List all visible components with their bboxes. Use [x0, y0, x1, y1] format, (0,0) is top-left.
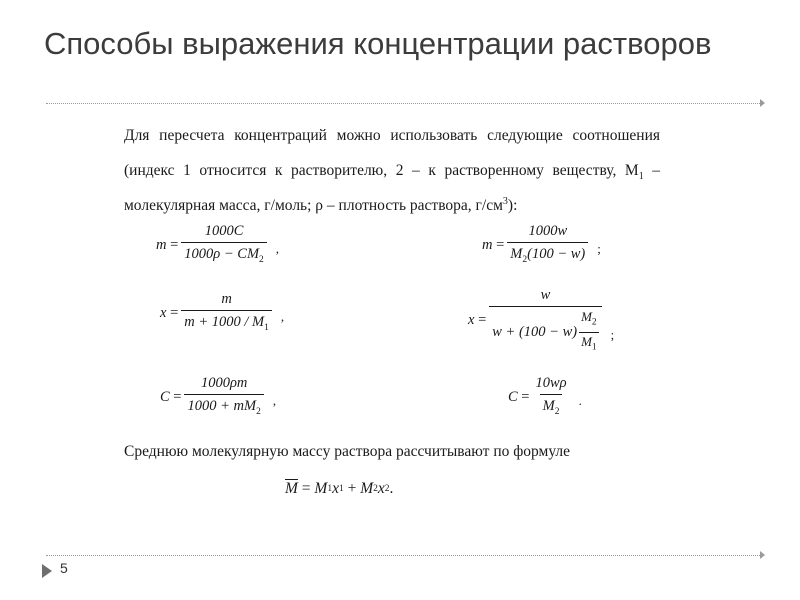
- page-number: 5: [60, 560, 68, 576]
- formula-x-from-w: x = w w + (100 − w) $\frac{M_2}{M_1}$ ;: [468, 286, 614, 355]
- formula-m-from-w: m = $\frac{1000w}{M_2(100 - w)}$ ;: [482, 222, 601, 269]
- formula-c-from-w: C = $\frac{10w\rho}{M_2}$ .: [508, 374, 582, 421]
- title-divider: [46, 103, 762, 104]
- footer-divider: [46, 555, 762, 556]
- formula-x-from-m: x = $\frac{m}{m + 1000 / M_1}$ ,: [160, 290, 284, 337]
- divider-arrow-icon: [760, 99, 765, 107]
- formula-c-from-m: C = $\frac{1000\rho m}{1000 + mM_2}$ ,: [160, 374, 276, 421]
- footer-divider-arrow-icon: [760, 551, 765, 559]
- mean-mass-paragraph: Среднюю молекулярную массу раствора рассчитывают по формуле: [124, 443, 571, 460]
- formula-mean-molar-mass: $\overline{M}$ = M 1 x 1 + M 2 x 2 .: [285, 480, 394, 497]
- slide-title: Способы выражения концентрации растворов: [44, 26, 712, 61]
- formula-m-from-c: m = $\frac{1000C}{1000\rho - CM_2}$ ,: [156, 222, 279, 269]
- play-arrow-icon: [40, 563, 54, 579]
- intro-paragraph: Для пересчета концентраций можно использовать следующие соотношения (индекс 1 относится к растворителю, 2 – к растворенному веществу, $M_1$ – молекулярная масса, г/моль; ρ – плотность раствора, $г/см^3$):: [124, 127, 661, 214]
